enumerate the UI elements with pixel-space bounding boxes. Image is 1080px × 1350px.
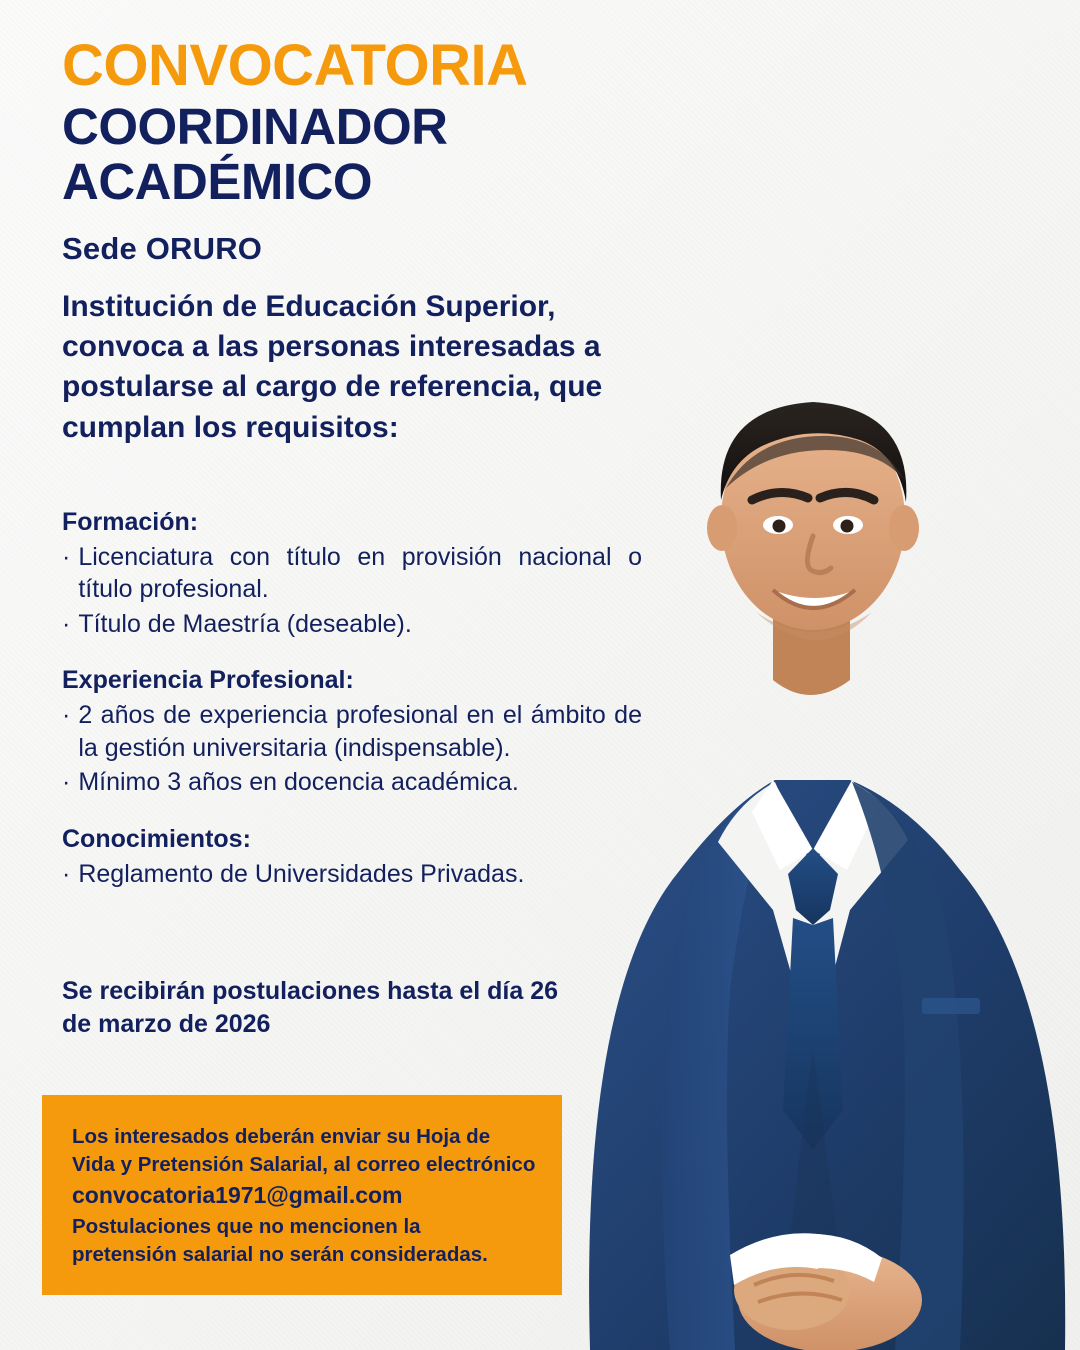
list-experiencia [62, 699, 642, 799]
list-item-text: Reglamento de Universidades Privadas. [78, 859, 525, 888]
section-title-experiencia: Experiencia Profesional: [62, 666, 354, 695]
contact-line-1: Los interesados deberán enviar su Hoja de [72, 1125, 491, 1148]
section-title-formacion: Formación: [62, 507, 199, 536]
contact-line-3: Postulaciones que no mencionen la [72, 1215, 421, 1239]
list-item-text: Mínimo 3 años en docencia académica. [78, 768, 519, 797]
list-item [62, 541, 642, 606]
page-title-main: COORDINADOR ACADÉMICO [62, 97, 448, 210]
contact-box [42, 1095, 562, 1295]
bullet-icon: · [62, 609, 71, 638]
contact-email[interactable]: convocatoria1971@gmail.com [72, 1182, 403, 1209]
bullet-icon: · [62, 701, 71, 730]
page-title-top: CONVOCATORIA [62, 33, 528, 98]
list-item [62, 766, 642, 799]
section-formacion [62, 508, 642, 641]
list-conocimientos [62, 858, 642, 891]
deadline-text: Se recibirán postulaciones hasta el día 26 de marzo de 2026 [62, 977, 559, 1038]
list-item-text: Licenciatura con título en provisión nacional o título profesional. [78, 542, 642, 604]
list-formacion [62, 541, 642, 641]
bullet-icon: · [62, 542, 71, 571]
section-title-conocimientos: Conocimientos: [62, 824, 251, 853]
section-conocimientos [62, 825, 642, 891]
contact-line-2: Vida y Pretensión Salarial, al correo electrónico [72, 1152, 536, 1176]
bullet-icon: · [62, 768, 71, 797]
intro-paragraph: Institución de Educación Superior, convoca a las personas interesadas a postularse al cargo de referencia, que cumplan los requisitos: [62, 290, 603, 444]
list-item [62, 699, 642, 764]
list-item-text: 2 años de experiencia profesional en el ámbito de la gestión universitaria (indispensable). [78, 701, 642, 762]
section-experiencia [62, 666, 642, 799]
list-item [62, 608, 642, 641]
sede-label: Sede ORURO [62, 231, 263, 267]
contact-line-4: pretensión salarial no serán consideradas. [72, 1243, 488, 1267]
bullet-icon: · [62, 859, 71, 888]
list-item-text: Título de Maestría (deseable). [78, 609, 412, 638]
poster-text-column [62, 33, 702, 892]
list-item [62, 858, 642, 891]
